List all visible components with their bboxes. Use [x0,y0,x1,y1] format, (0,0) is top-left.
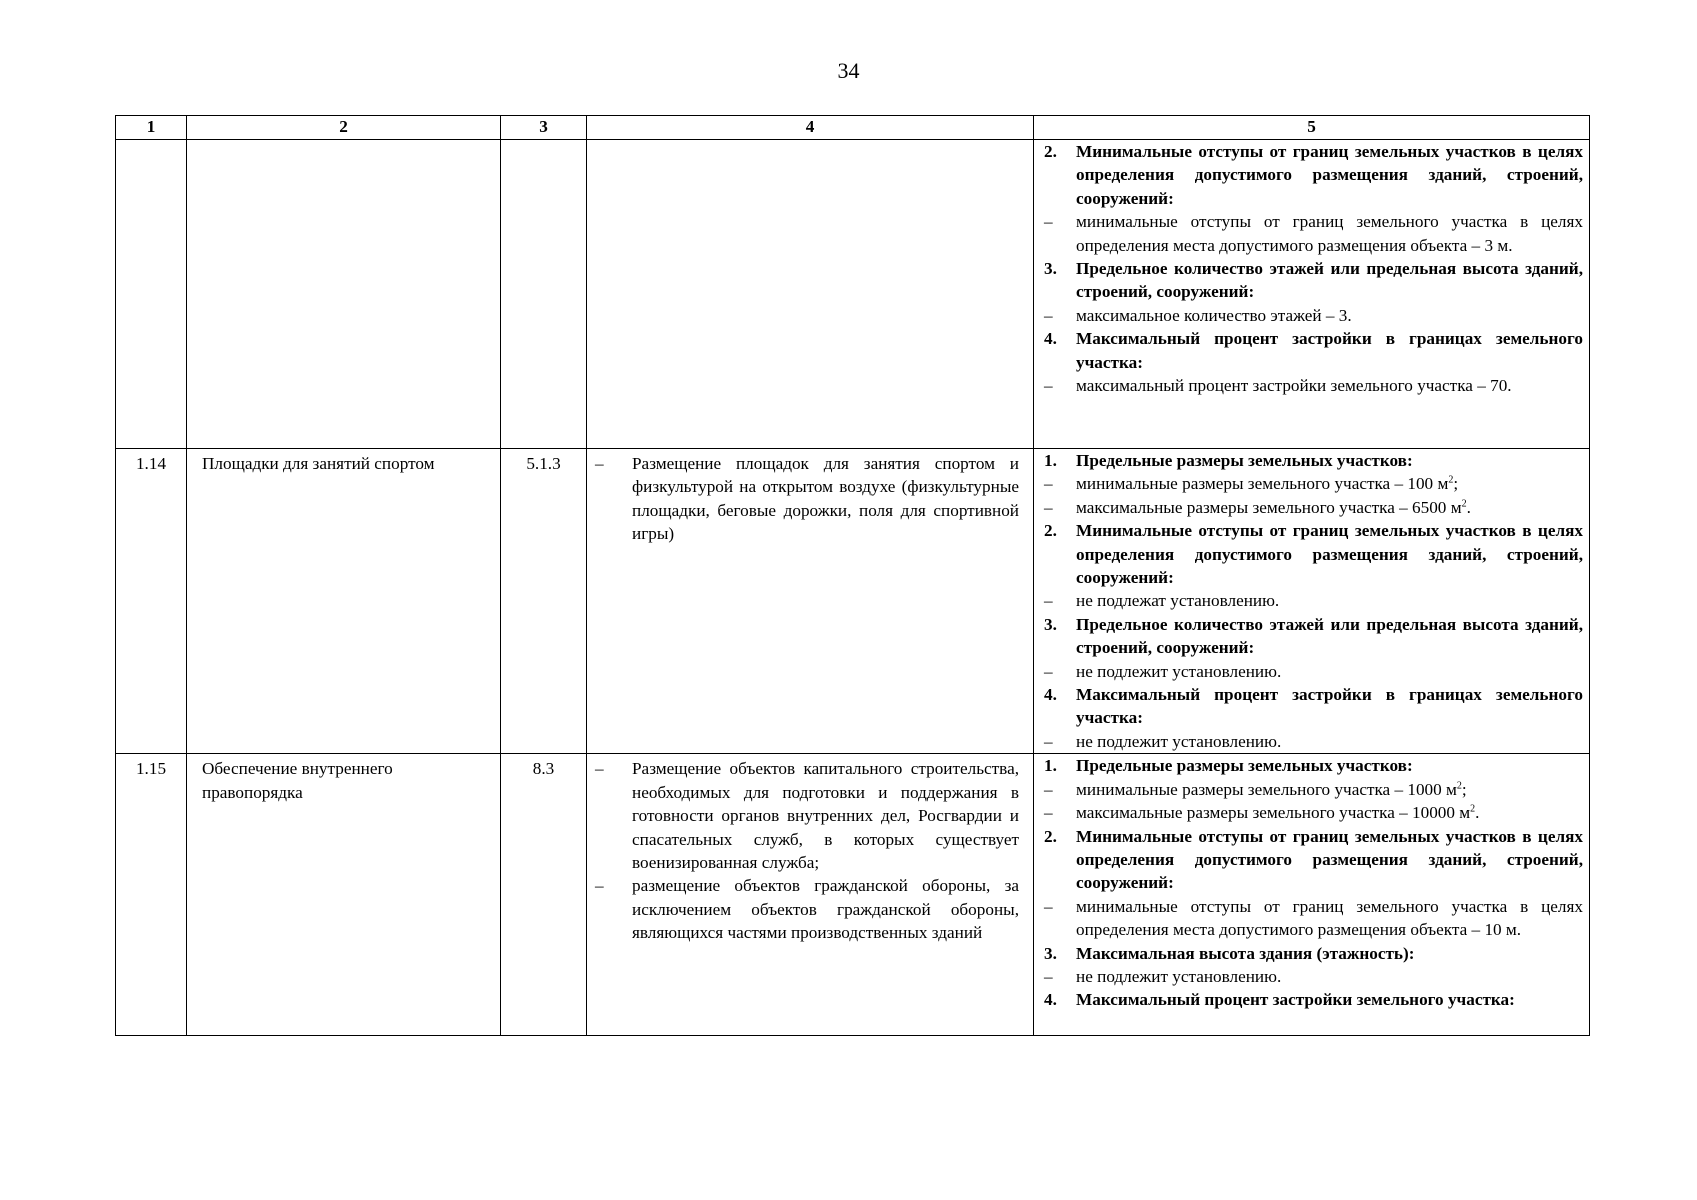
list-text-main: Размещение площадок для занятия спортом и физкультурой на открытом воздухе (физкультурные площадки, беговые дорожки, поля для спортивной игры) [632,454,1019,544]
list-item [1044,778,1583,801]
table-row [116,140,1590,449]
list-marker: – [1044,966,1053,986]
list-text-main: минимальные отступы от границ земельного участка в целях определения места допустимого размещения объекта – 3 м. [1076,212,1583,255]
list-text-suffix: . [1466,497,1471,517]
list-text [1076,374,1583,397]
list-text [1076,519,1583,589]
list-marker: – [595,759,604,779]
list-item [1044,304,1583,327]
list-text-main: максимальные размеры земельного участка – 6500 м [1076,497,1462,517]
list-text [1076,730,1583,753]
list-text-main: Максимальный процент застройки в границах земельного участка: [1076,685,1583,728]
list-text-main: Минимальные отступы от границ земельных участков в целях определения допустимого размещения зданий, строений, сооружений: [1076,826,1583,893]
list-marker: 3. [1044,614,1057,634]
list-text [632,452,1019,546]
list-text-main: Предельное количество этажей или предельная высота зданий, строений, сооружений: [1076,259,1583,302]
parameters-cell [1034,754,1590,1036]
list-marker: 3. [1044,259,1057,279]
list-item [1044,801,1583,824]
list-item [1044,754,1583,777]
header-col-1: 1 [116,116,187,140]
classifier-code: 8.3 [501,754,587,1036]
list-marker: – [1044,591,1053,611]
list-text [1076,257,1583,304]
list-text-main: размещение объектов гражданской обороны, за исключением объектов гражданской обороны, являющихся частями производственных зданий [632,876,1019,943]
list-item [1044,825,1583,895]
list-text [1076,210,1583,257]
list-item [1044,257,1583,304]
list-text-main: Минимальные отступы от границ земельных участков в целях определения допустимого размещения зданий, строений, сооружений: [1076,521,1583,588]
list-text-main: максимальный процент застройки земельного участка – 70. [1076,376,1512,396]
list-text [1076,140,1583,210]
row-number: 1.14 [116,449,187,754]
table-row [116,754,1590,1036]
list-marker: 4. [1044,685,1057,705]
list-text-suffix: ; [1461,779,1467,799]
list-marker: – [1044,212,1053,232]
list-marker: – [1044,376,1053,396]
list-item [595,874,1019,944]
list-item [1044,683,1583,730]
row-number [116,140,187,449]
list-text [1076,327,1583,374]
list-marker: – [1044,305,1053,325]
page-number: 34 [837,58,860,83]
list-text [1076,683,1583,730]
list-text [1076,778,1583,801]
superscript: 2 [1470,803,1476,815]
table-header [116,116,1590,140]
list-text [1076,942,1583,965]
list-item [595,452,1019,546]
list-marker: 4. [1044,990,1057,1010]
list-marker: – [1044,779,1053,799]
list-item [1044,895,1583,942]
list-item [1044,374,1583,397]
list-item [1044,589,1583,612]
list-marker: – [1044,474,1053,494]
header-col-4: 4 [587,116,1034,140]
list-item [1044,210,1583,257]
list-item [1044,730,1583,753]
list-text [632,874,1019,944]
description-cell [587,449,1034,754]
list-item [1044,496,1583,519]
list-text-main: Минимальные отступы от границ земельных участков в целях определения допустимого размещения зданий, строений, сооружений: [1076,142,1583,208]
list-marker: – [1044,661,1053,681]
list-text-main: Максимальный процент застройки в границах земельного участка: [1076,329,1583,372]
list-text-main: не подлежит установлению. [1076,661,1282,681]
header-col-2: 2 [187,116,501,140]
permitted-use-name: Площадки для занятий спортом [187,449,501,754]
list-text-main: Предельное количество этажей или предельная высота зданий, строений, сооружений: [1076,614,1583,658]
parameters-cell [1034,140,1590,449]
parameters-cell [1034,449,1590,754]
list-text [1076,801,1583,824]
list-text [1076,965,1583,988]
list-text [1076,988,1583,1011]
list-marker: 4. [1044,329,1057,349]
list-marker: – [1044,896,1053,916]
list-text-main: Предельные размеры земельных участков: [1076,451,1413,470]
list-item [1044,660,1583,683]
header-col-3: 3 [501,116,587,140]
list-item [1044,327,1583,374]
list-text [1076,589,1583,612]
list-item [1044,449,1583,472]
list-item [1044,519,1583,589]
list-item [1044,942,1583,965]
permitted-use-name [187,140,501,449]
superscript: 2 [1448,474,1454,486]
list-text-main: не подлежит установлению. [1076,731,1282,751]
superscript: 2 [1456,779,1462,791]
list-text [1076,825,1583,895]
list-text-main: минимальные размеры земельного участка – 1000 м [1076,779,1457,799]
regulations-table [115,115,1590,1036]
list-text-main: максимальные размеры земельного участка – 10000 м [1076,803,1471,823]
list-text-main: не подлежит установлению. [1076,966,1282,986]
list-item [1044,965,1583,988]
list-text-main: Максимальный процент застройки земельного участка: [1076,990,1515,1010]
list-marker: 3. [1044,943,1057,963]
list-text-main: Максимальная высота здания (этажность): [1076,943,1415,963]
list-marker: 2. [1044,142,1057,161]
list-item [1044,988,1583,1011]
list-text [1076,304,1583,327]
parameter-list [1044,754,1583,1011]
list-item [1044,140,1583,210]
list-text-main: минимальные размеры земельного участка – 100 м [1076,474,1449,494]
list-item [595,757,1019,874]
list-text [1076,496,1583,519]
classifier-code: 5.1.3 [501,449,587,754]
permitted-use-name: Обеспечение внутреннего правопорядка [187,754,501,1036]
list-text [1076,660,1583,683]
description-cell [587,140,1034,449]
list-text-main: не подлежат установлению. [1076,591,1280,611]
list-text-suffix: . [1475,803,1480,823]
list-marker: – [1044,803,1053,823]
table-row [116,449,1590,754]
description-list [595,757,1019,944]
list-text-main: Предельные размеры земельных участков: [1076,756,1413,776]
list-marker: 1. [1044,451,1057,470]
row-number: 1.15 [116,754,187,1036]
parameter-list [1044,449,1583,753]
list-text [1076,449,1583,472]
list-text [1076,613,1583,660]
list-marker: 1. [1044,756,1057,776]
list-marker: – [1044,497,1053,517]
list-marker: 2. [1044,826,1057,846]
description-cell [587,754,1034,1036]
list-text [1076,472,1583,495]
list-marker: 2. [1044,521,1057,541]
superscript: 2 [1461,498,1467,510]
header-col-5: 5 [1034,116,1590,140]
list-text-main: максимальное количество этажей – 3. [1076,305,1352,325]
list-marker: – [595,876,604,896]
list-text-suffix: ; [1453,474,1459,494]
table-body [116,140,1590,1036]
description-list [595,452,1019,546]
list-marker: – [595,454,604,473]
list-text [1076,895,1583,942]
list-text-main: Размещение объектов капитального строительства, необходимых для подготовки и поддержания в готовности органов внутренних дел, Росгвардии и спасательных служб, в которых существует военизированная служба; [632,759,1019,872]
parameter-list [1044,140,1583,397]
list-text-main: минимальные отступы от границ земельного участка в целях определения места допустимого размещения объекта – 10 м. [1076,896,1583,940]
list-text [1076,754,1583,777]
list-item [1044,613,1583,660]
list-item [1044,472,1583,495]
list-text [632,757,1019,874]
classifier-code [501,140,587,449]
header-row [116,116,1590,140]
list-marker: – [1044,731,1053,751]
